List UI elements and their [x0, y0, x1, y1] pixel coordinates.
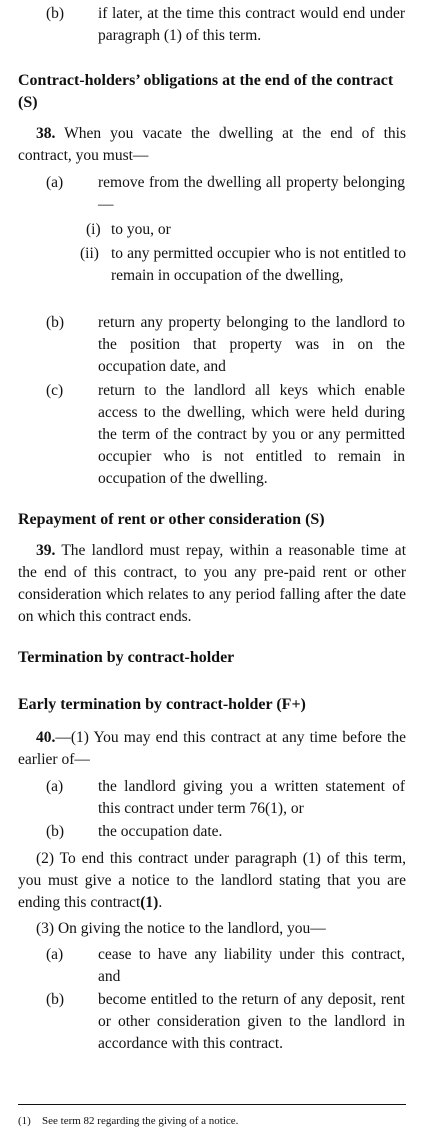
- item-text: the landlord giving you a written statement of this contract under term 76(1), or: [98, 778, 405, 817]
- term-number: 39.: [36, 542, 56, 559]
- term-text: —(1) You may end this contract at any time before the earlier of—: [18, 729, 406, 768]
- term-text: When you vacate the dwelling at the end of this contract, you must—: [18, 125, 406, 164]
- item-text: if later, at the time this contract would end under paragraph (1) of this term.: [98, 5, 405, 44]
- term-40-intro: [18, 727, 406, 771]
- term-text: The landlord must repay, within a reasonable time at the end of this contract, to you any pre-paid rent or other consideration which relates to any period falling after the date on which this contract ends.: [18, 542, 406, 625]
- term-40-paragraph-3: (3) On giving the notice to the landlord, you—: [36, 920, 326, 937]
- footnote: [18, 1114, 406, 1128]
- paragraph-end: .: [158, 894, 163, 911]
- heading-obligations: Contract-holders’ obligations at the end of the contract (S): [18, 72, 394, 111]
- item-text: to you, or: [111, 221, 171, 238]
- item-text: become entitled to the return of any deposit, rent or other consideration given to the landlord in accordance with this contract.: [98, 991, 405, 1052]
- item-label: (b): [46, 823, 65, 840]
- item-text: the occupation date.: [98, 823, 223, 840]
- item-text: return to the landlord all keys which enable access to the dwelling, which were held during the term of the contract by you or any permitted occupier who is not entitled to remain in occupation of the dwelling.: [98, 382, 405, 487]
- item-label: (b): [46, 5, 65, 22]
- item-text: to any permitted occupier who is not entitled to remain in occupation of the dwelling,: [111, 245, 406, 284]
- top-item-b: [18, 3, 405, 47]
- item-label: (ii): [80, 245, 99, 262]
- footnote-label: (1): [18, 1115, 31, 1127]
- item-label: (b): [46, 991, 65, 1008]
- term-number: 40.: [36, 729, 56, 746]
- term-39: [18, 540, 406, 628]
- item-text: remove from the dwelling all property belonging—: [98, 174, 405, 213]
- item-label: (b): [46, 314, 65, 331]
- heading-early-termination: Early termination by contract-holder (F+): [18, 696, 306, 713]
- heading-termination: Termination by contract-holder: [18, 649, 235, 666]
- item-label: (a): [46, 174, 64, 191]
- heading-repayment: Repayment of rent or other consideration (S): [18, 511, 325, 528]
- item-label: (a): [46, 778, 64, 795]
- item-label: (c): [46, 382, 64, 399]
- item-text: cease to have any liability under this contract, and: [98, 946, 405, 985]
- footnote-reference[interactable]: (1): [140, 894, 159, 911]
- item-text: return any property belonging to the landlord to the position that property was in on the occupation date, and: [98, 314, 405, 375]
- term-40-paragraph-2: [18, 848, 406, 914]
- term-38-intro: [18, 123, 406, 167]
- footnote-divider: [18, 1104, 406, 1105]
- item-label: (a): [46, 946, 64, 963]
- term-number: 38.: [36, 125, 56, 142]
- footnote-text: See term 82 regarding the giving of a notice.: [42, 1115, 239, 1127]
- item-label: (i): [86, 221, 101, 238]
- paragraph-text: (2) To end this contract under paragraph (1) of this term, you must give a notice to the landlord stating that you are ending this contract: [18, 850, 406, 911]
